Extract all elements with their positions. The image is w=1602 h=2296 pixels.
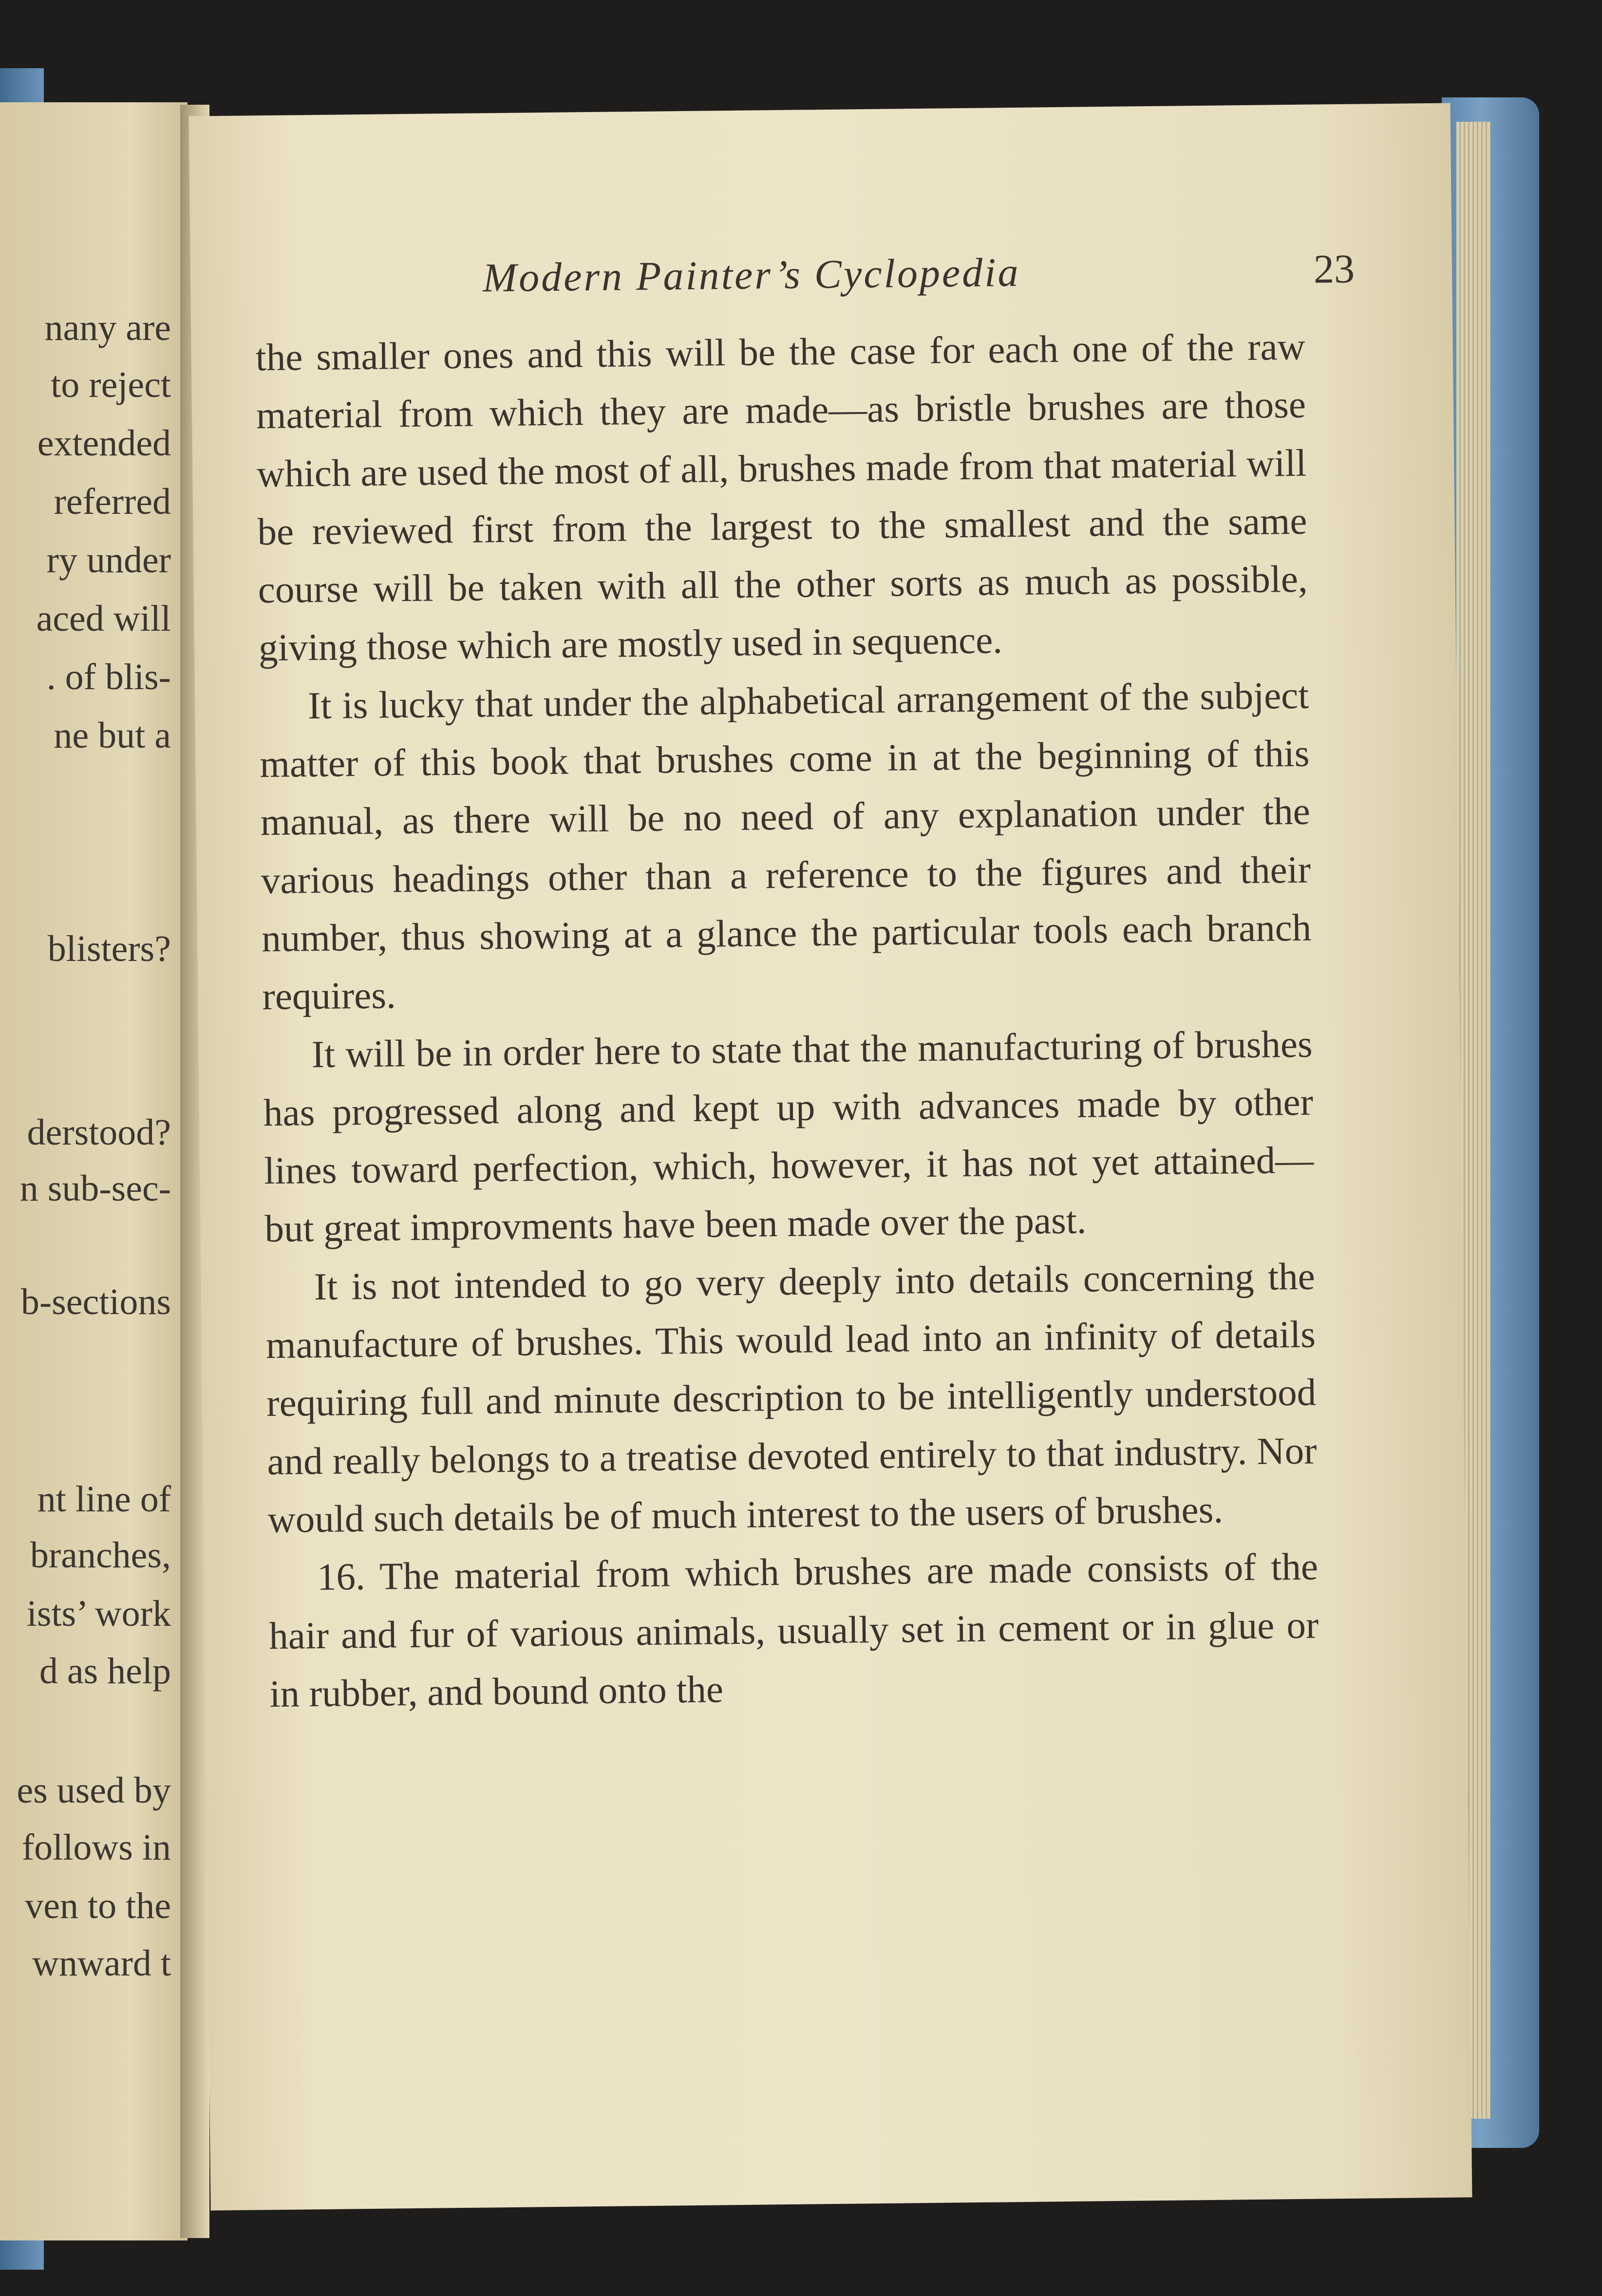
facing-page-line: n sub-sec- [19, 1168, 171, 1209]
facing-page-line: follows in [21, 1827, 171, 1868]
facing-page [0, 102, 188, 2240]
facing-page-line: branches, [30, 1535, 171, 1576]
paragraph: 16. The material from which brushes are made consists of the hair and fur of various animals, usually set in cement or in glue or in rubber, and bound onto the [268, 1545, 1319, 1715]
facing-page-line: referred [54, 481, 171, 522]
running-title: Modern Painter’s Cyclopedia [482, 249, 1020, 301]
facing-page-line: d as help [39, 1651, 171, 1692]
book-page [189, 103, 1472, 2211]
running-head [483, 245, 1409, 308]
facing-page-line: es used by [17, 1770, 171, 1811]
facing-page-line: ne but a [54, 715, 171, 756]
facing-page-line: ry under [46, 540, 171, 581]
facing-page-line: wnward t [32, 1943, 171, 1984]
facing-page-line: aced will [36, 598, 171, 639]
facing-page-line: to reject [51, 364, 171, 405]
facing-page-line: nt line of [37, 1479, 171, 1520]
facing-page-line: blisters? [47, 928, 171, 969]
facing-page-line: nany are [44, 307, 171, 348]
page-number: 23 [1313, 246, 1355, 292]
paragraph: It is lucky that under the alphabetical arrangement of the subject matter of this book that brushes come in at the beginning of this manual, as there will be no need of any explanation under the various headings other than a reference to the figures and their number, thus showing at a glance the particular tools each branch requires. [260, 674, 1312, 1018]
body-text [255, 318, 1319, 1724]
paragraph: It will be in order here to state that the manufacturing of brushes has progressed along and kept up with advances made by other lines toward perfection, which, however, it has not yet attained—but great improvments have been made over the past. [263, 1023, 1314, 1251]
facing-page-line: . of blis- [46, 657, 171, 697]
paragraph: It is not intended to go very deeply into details concerning the manufacture of brushes. This would lead into an infinity of details requiring full and minute description to be intelligently understood and really belongs to a treatise devoted entirely to that industry. Nor would such details be of much interest to the users of brushes. [265, 1255, 1317, 1542]
facing-page-line: extended [37, 423, 171, 464]
facing-page-line: derstood? [27, 1112, 171, 1153]
facing-page-line: b-sections [20, 1281, 171, 1322]
paragraph: the smaller ones and this will be the case for each one of the raw material from which they are made—as bristle brushes are those which are used the most of all, brushes made from that material will be reviewed first from the largest to the smallest and the same course will be taken with all the other sorts as much as possible, giving those which are mostly used in sequence. [255, 325, 1308, 670]
facing-page-line: ven to the [25, 1885, 171, 1926]
facing-page-line: ists’ work [26, 1593, 171, 1634]
